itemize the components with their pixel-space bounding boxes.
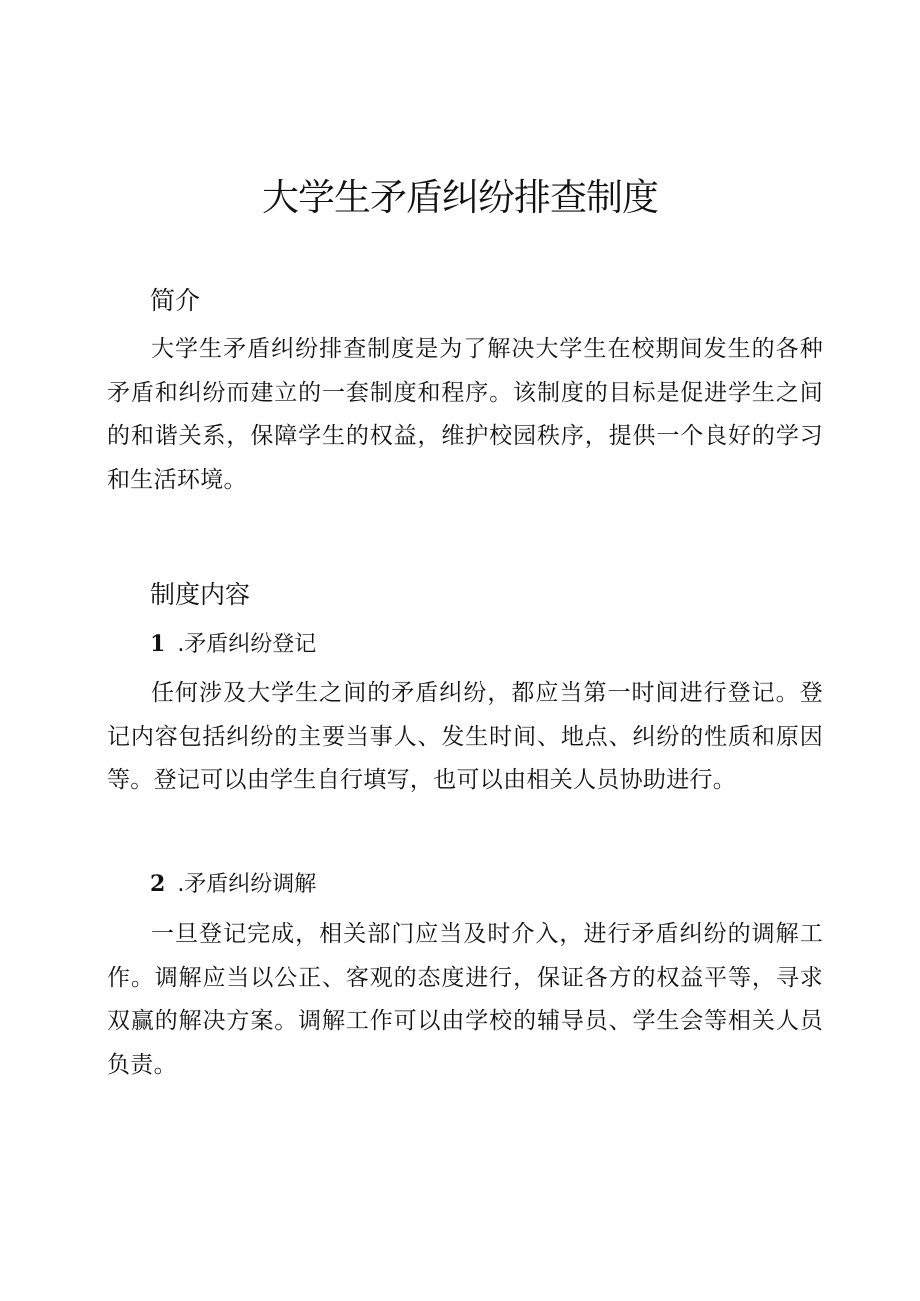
subsection-number: 1 (150, 631, 166, 657)
document-title: 大学生矛盾纠纷排查制度 (262, 176, 658, 219)
section-heading-content: 制度内容 (150, 580, 251, 609)
mediation-paragraph: 一旦登记完成，相关部门应当及时介入，进行矛盾纠纷的调解工作。调解应当以公正、客观的态度进行，保证各方的权益平等，寻求双赢的解决方案。调解工作可以由学校的辅导员、学生会等相关人员负责。 (107, 921, 823, 1078)
subsection-heading-registration (150, 629, 316, 660)
subsection-title: .矛盾纠纷调解 (177, 872, 317, 897)
section-heading-intro: 简介 (150, 286, 201, 315)
intro-paragraph: 大学生矛盾纠纷排查制度是为了解决大学生在校期间发生的各种矛盾和纠纷而建立的一套制度和程序。该制度的目标是促进学生之间的和谐关系，保障学生的权益，维护校园秩序，提供一个良好的学习和生活环境。 (107, 336, 823, 493)
subsection-heading-mediation (150, 869, 316, 900)
subsection-title: .矛盾纠纷登记 (177, 632, 317, 657)
registration-paragraph: 任何涉及大学生之间的矛盾纠纷，都应当第一时间进行登记。登记内容包括纠纷的主要当事人、发生时间、地点、纠纷的性质和原因等。登记可以由学生自行填写，也可以由相关人员协助进行。 (107, 680, 823, 793)
subsection-number: 2 (150, 871, 166, 897)
